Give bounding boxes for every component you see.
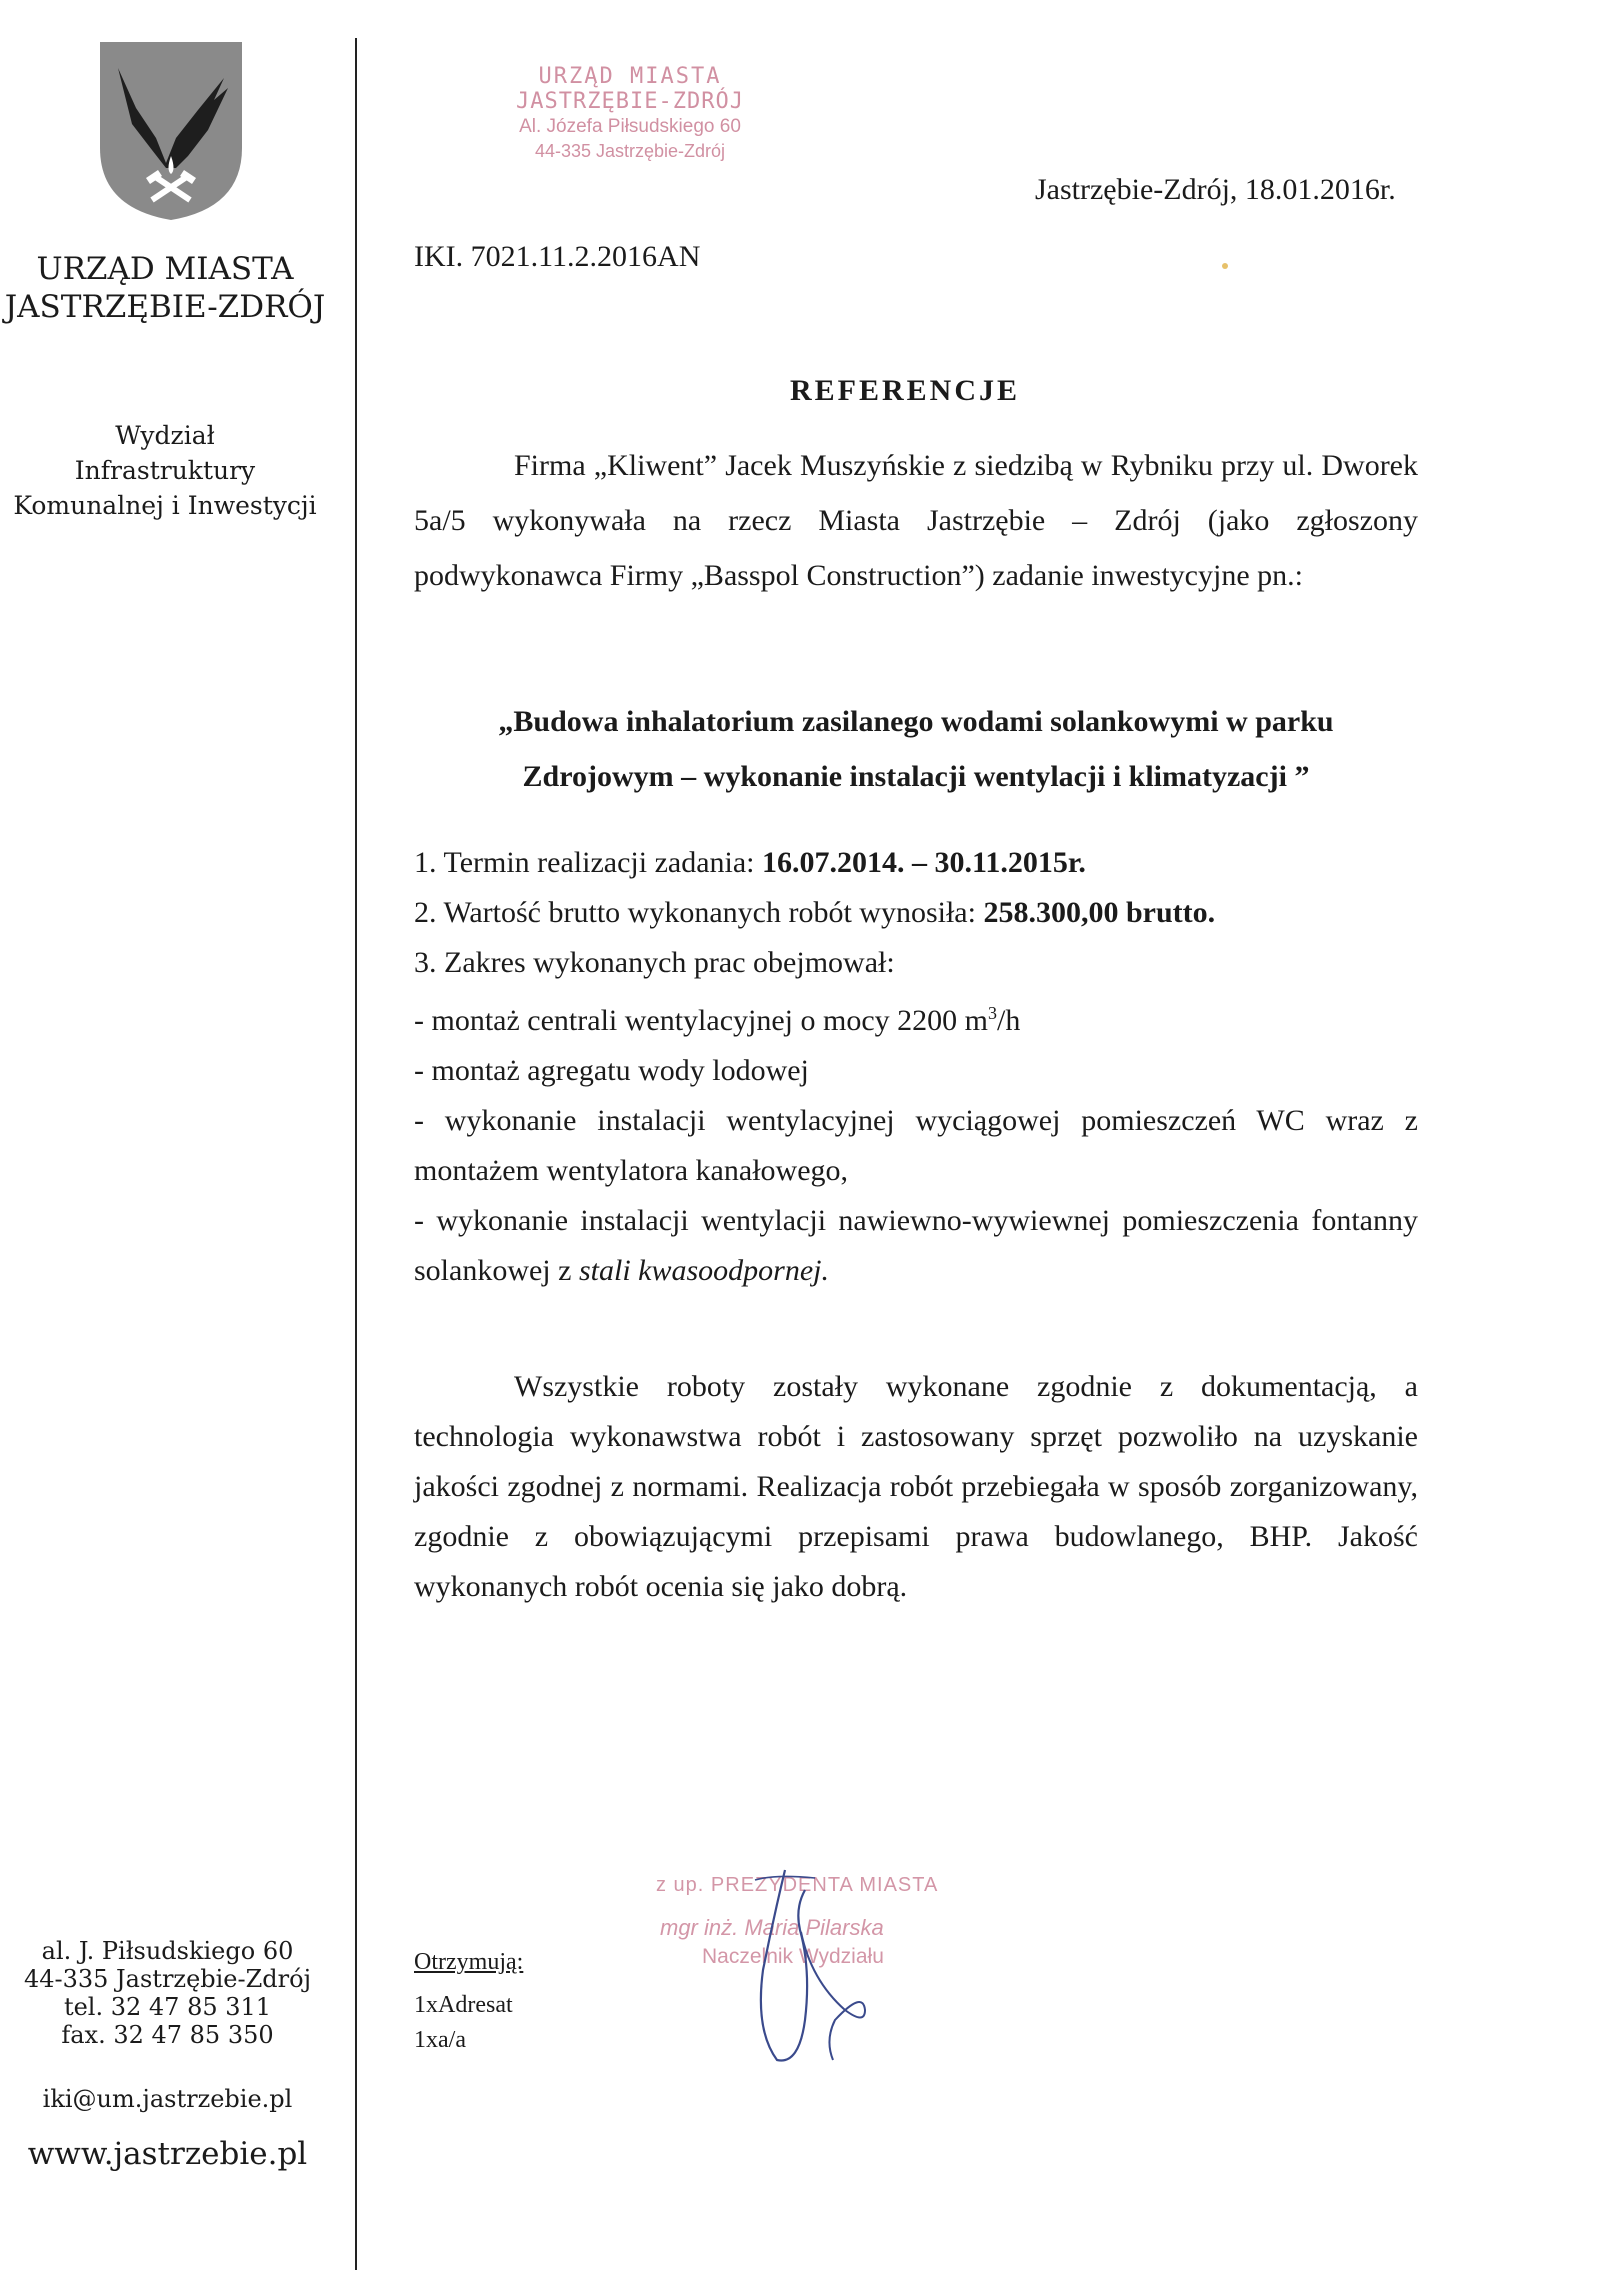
project-title [414,694,1418,804]
address-line1: al. J. Piłsudskiego 60 [41,1937,294,1965]
website-link[interactable]: www.jastrzebie.pl [27,2136,308,2172]
reference-number: IKI. 7021.11.2.2016AN [414,240,701,273]
scope1-superscript: 3 [987,1003,997,1023]
scope1-unit: /h [996,1004,1021,1037]
stamp-line3: Al. Józefa Piłsudskiego 60 [519,116,741,137]
scope1-text: - montaż centrali wentylacyjnej o mocy 2200 m [414,1004,988,1037]
scope4-italic: stali kwasoodpornej. [578,1254,829,1287]
dept-line3: Komunalnej i Inwestycji [13,491,317,520]
stamp-line4: 44-335 Jastrzębie-Zdrój [534,141,726,161]
signature-stamp-line1: z up. PREZYDENTA MIASTA [656,1874,939,1896]
phone-number: tel. 32 47 85 311 [63,1993,272,2021]
office-name-line2: JASTRZĘBIE-ZDRÓJ [4,289,326,325]
recipient-line: 1xa/a [414,2027,466,2053]
list-item [414,838,1418,888]
scope-item [414,1196,1418,1296]
signature-stamp-line2: mgr inż. Maria Pilarska [660,1915,884,1940]
sidebar-divider [355,38,357,2270]
signature-icon [715,1860,875,2075]
scope4-text: - wykonanie instalacji wentylacji nawiewno-wywiewnej pomieszczenia fontanny solankowej z [414,1204,1418,1287]
recipient-line: 1xAdresat [414,1992,513,2018]
fax-number: fax. 32 47 85 350 [61,2021,274,2049]
office-stamp [470,64,790,164]
department-name [0,418,330,523]
item2-label: 2. Wartość brutto wykonanych robót wynosiła: [414,896,984,929]
intro-paragraph: Firma „Kliwent” Jacek Muszyńskie z siedzibą w Rybniku przy ul. Dworek 5a/5 wykonywała na rzecz Miasta Jastrzębie – Zdrój (jako zgłoszony podwykonawca Firmy „Basspol Construction”) zadanie inwestycyjne pn.: [414,449,1418,592]
details-list [414,838,1418,1296]
list-item [414,938,1418,988]
item1-label: 1. Termin realizacji zadania: [414,846,763,879]
list-item [414,888,1418,938]
project-title-line1: „Budowa inhalatorium zasilanego wodami solankowymi w parku [498,705,1334,738]
item2-value: 258.300,00 brutto. [983,896,1216,929]
signature-stamp-line3: Naczelnik Wydziału [702,1945,884,1968]
address-line2: 44-335 Jastrzębie-Zdrój [23,1965,312,1993]
item1-value: 16.07.2014. – 30.11.2015r. [762,846,1086,879]
item3-label: 3. Zakres wykonanych prac obejmował: [414,946,895,979]
scope-item: - montaż agregatu wody lodowej [414,1054,809,1087]
email-link[interactable]: iki@um.jastrzebie.pl [42,2085,293,2113]
project-title-line2: Zdrojowym – wykonanie instalacji wentylacji i klimatyzacji ” [522,760,1310,793]
dept-line1: Wydział [115,421,215,450]
stamp-line2: JASTRZĘBIE-ZDRÓJ [516,89,744,114]
letter-title: REFERENCJE [790,374,1021,407]
recipients-heading: Otrzymują: [414,1949,524,1975]
footer-address [0,1937,335,2049]
city-crest-icon [96,38,246,223]
scope-item: - wykonanie instalacji wentylacyjnej wyciągowej pomieszczeń WC wraz z montażem wentylatora kanałowego, [414,1104,1418,1187]
dept-line2: Infrastruktury [74,456,256,485]
office-name-line1: URZĄD MIASTA [36,251,294,287]
closing-paragraph: Wszystkie roboty zostały wykonane zgodnie z dokumentacją, a technologia wykonawstwa robót i zastosowany sprzęt pozwoliło na uzyskanie jakości zgodnej z normami. Realizacja robót przebiegała w sposób zorganizowany, zgodnie z obowiązującymi przepisami prawa budowlanego, BHP. Jakość wykonanych robót ocenia się jako dobrą. [414,1370,1418,1603]
recipients-block [414,1945,523,2058]
scope-item [414,988,1418,1046]
stamp-line1: URZĄD MIASTA [538,64,722,89]
decorative-dot [1222,263,1228,269]
office-name [0,250,330,326]
place-date: Jastrzębie-Zdrój, 18.01.2016r. [1035,173,1396,206]
